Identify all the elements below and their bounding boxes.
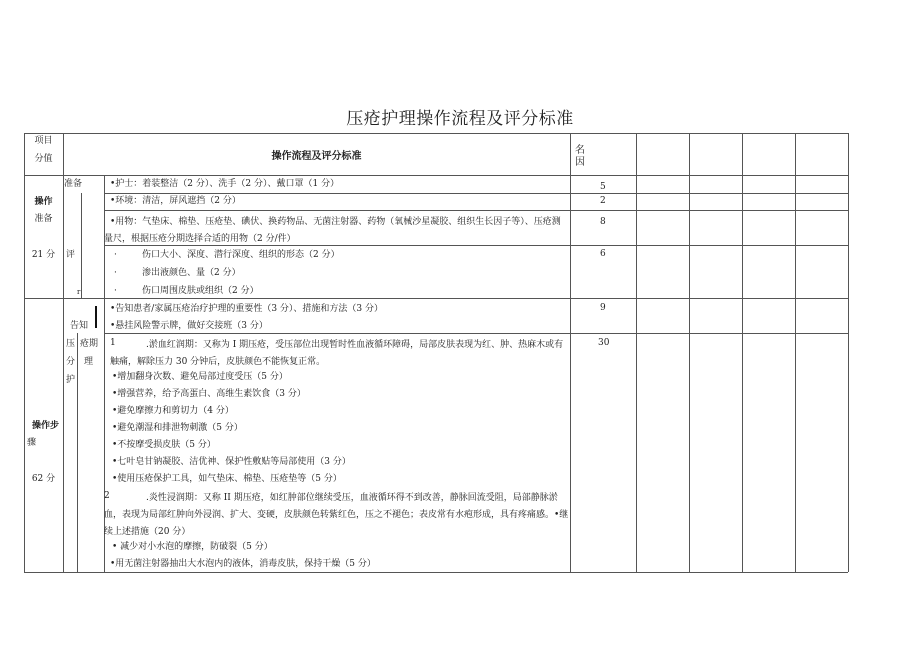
prep-item-2: •环境：清洁，屏风遮挡（2 分） [110,196,241,206]
eval-bullet-2: · [114,268,117,278]
stage1-item-2: •增强营养，给予高蛋白、高维生素饮食（3 分） [112,389,306,399]
stage-score: 30 [598,338,610,348]
prep-item-3: •用物：气垫床、棉垫、压疮垫、碘伏、换药物品、无菌注射器、药物（氧械沙星凝胶、组织生长因子等）、压疮测量尺，根据压疮分期选择合适的用物（2 分/件） [104,217,561,244]
pressure-char-2: 分 [66,357,76,367]
prep-eval-mark: r [77,288,81,296]
pressure-char-1: 压 [66,339,76,349]
header-score-1: 名 [575,145,585,156]
header-score-2: 因 [575,157,585,168]
stage1-item-5: •不按摩受损皮肤（5 分） [112,440,216,450]
header-content: 操作流程及评分标准 [271,151,362,162]
stage1-desc: .淤血红润期：又称为 I 期压疮，受压部位出现暂时性血液循环障碍，局部皮肤表现为红、肿、热麻木或有触痛，解除压力 30 分钟后，皮肤颜色不能恢复正常。 [110,340,564,367]
prep-item-1: •护士：着装整洁（2 分）、洗手（2 分）、戴口罩（1 分） [110,179,340,189]
stage1-item-1: •增加翻身次数、避免局部过度受压（5 分） [112,372,288,382]
prep-score-1: 5 [600,182,606,192]
prep-score-2: 2 [600,196,606,206]
inform-item-2: •悬挂风险警示牌，做好交接班（3 分） [110,321,268,331]
stage1-item-4: •避免潮湿和排泄物刺激（5 分） [112,423,243,433]
eval-score: 6 [600,249,606,259]
steps-section-1: 操作步 [32,421,60,431]
eval-item-3: 伤口周围皮肤或组织（2 分） [142,286,259,296]
prep-eval-label: 评 [66,250,76,260]
prep-points: 21 分 [31,250,56,260]
eval-item-2: 渗出液颜色、量（2 分） [142,268,241,278]
stage1-item-6: •七叶皂甘钠凝胶、洁优神、保护性敷贴等局部使用（3 分） [112,457,351,467]
stage2-desc: .炎性浸润期：又称 II 期压疮，如红肿部位继续受压，血液循环得不到改善，静脉回流受阻，局部静脉淤血，表现为局部红肿向外浸润、扩大、变硬，皮肤颜色转紫红色，压之不褪色；表皮常有水疱形成，具有疼痛感。•继续上述措施（20 分） [104,493,569,537]
inform-item-1: •告知患者/家属压疮治疗护理的重要性（3 分）、措施和方法（3 分） [110,304,384,314]
stage-label-2: 理 [84,357,94,367]
inform-score: 9 [600,303,606,313]
header-item: 项目 [34,136,53,146]
steps-section-2: 骤 [27,438,37,448]
stage1-num: 1 [110,338,116,348]
stage2-num: 2 [104,491,110,501]
eval-item-1: 伤口大小、深度、潜行深度、组织的形态（2 分） [142,250,340,260]
stage2-item-2: •用无菌注射器抽出大水泡内的液体，消毒皮肤，保持干燥（5 分） [110,559,376,569]
prep-section-2: 准备 [34,214,53,224]
eval-bullet-3: · [114,286,117,296]
stage1-item-3: •避免摩擦力和剪切力（4 分） [112,406,234,416]
inform-label: 告知 [70,321,89,331]
prep-section-1: 操作 [34,197,53,207]
steps-points: 62 分 [31,474,56,484]
document-title: 压疮护理操作流程及评分标准 [346,109,574,129]
eval-bullet-1: · [114,250,117,260]
pressure-char-3: 护 [66,375,76,385]
header-value: 分值 [34,154,53,164]
stage1-item-7: •使用压疮保护工具，如气垫床、棉垫、压疮垫等（5 分） [112,474,342,484]
prep-sub-label: 准备 [64,179,83,189]
stage-label-1: 疮期 [80,339,99,349]
stage2-item-1: • 减少对小水泡的摩擦，防破裂（5 分） [112,542,273,552]
prep-score-3: 8 [600,217,606,227]
